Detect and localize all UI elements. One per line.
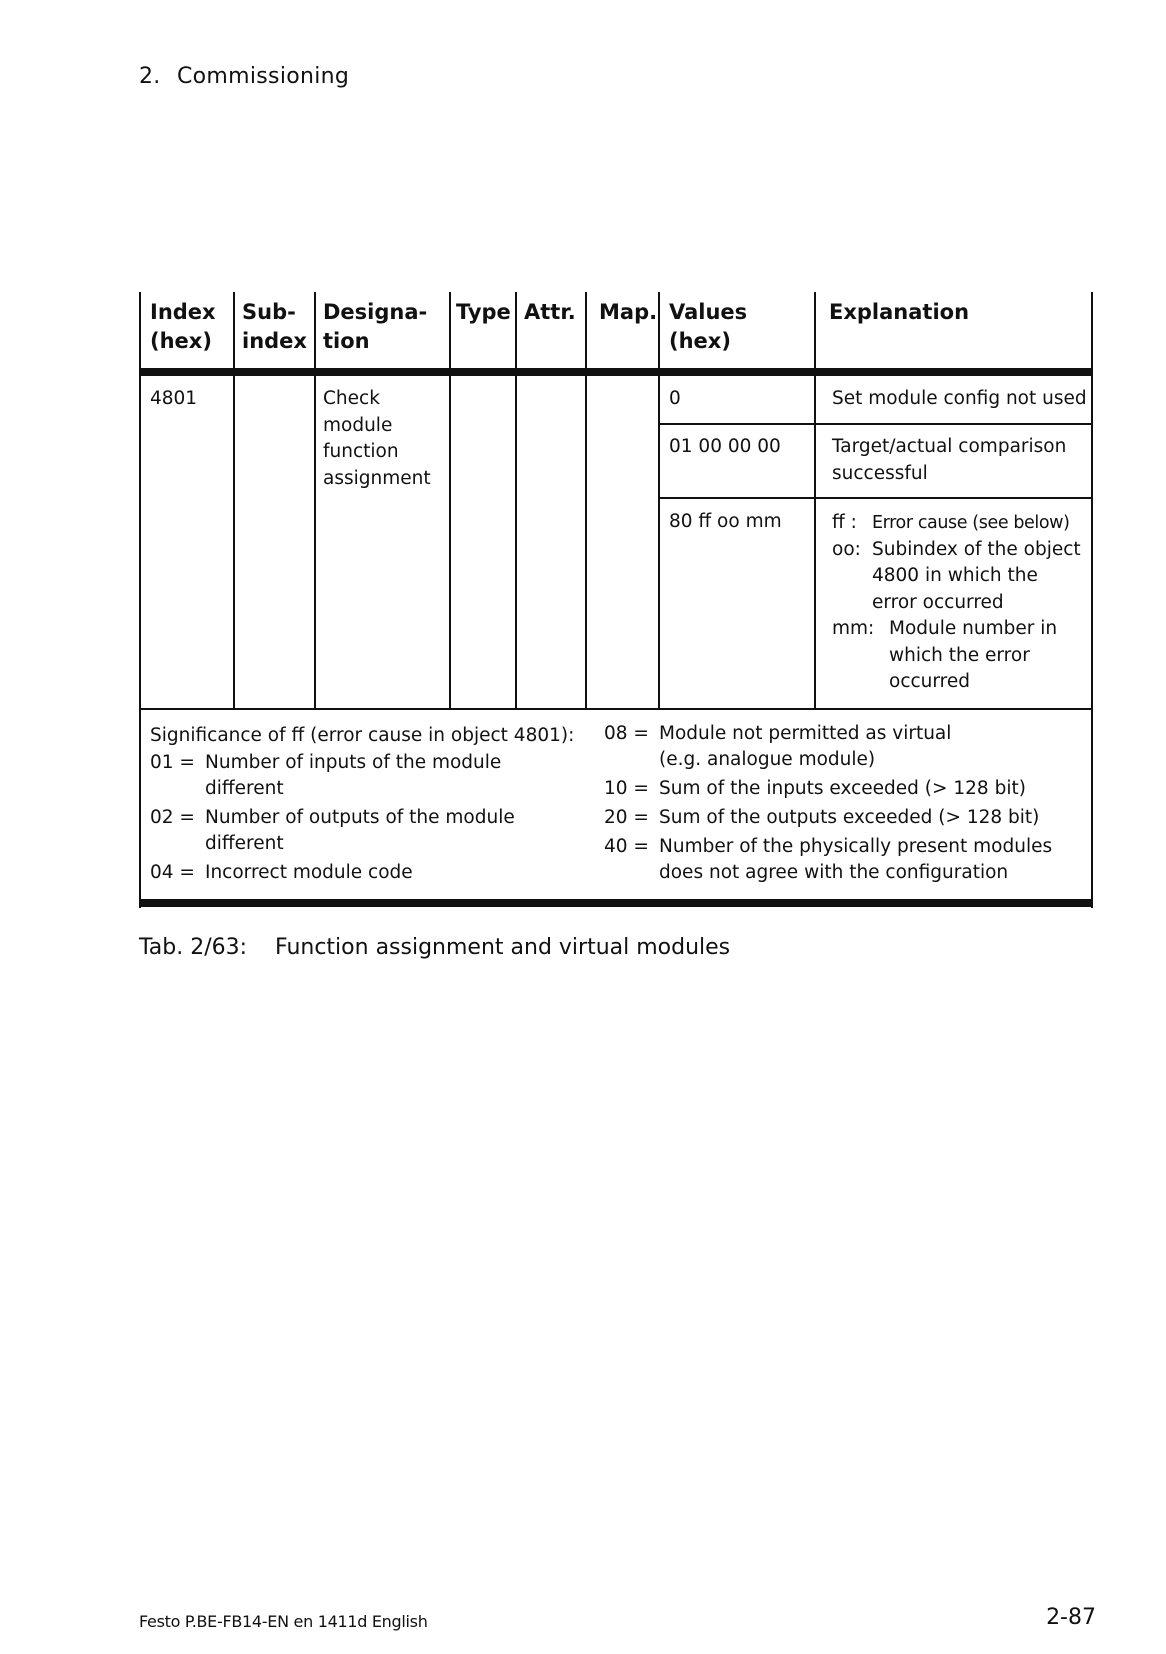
error-code: 10 = bbox=[604, 778, 649, 799]
significance-item bbox=[604, 776, 1084, 802]
explanation-line: error occurred bbox=[872, 591, 1004, 613]
cell-explanation: Set module config not used bbox=[832, 388, 1087, 409]
col-header-explanation: Explanation bbox=[829, 300, 970, 324]
description-line: Number of the physically present modules bbox=[659, 836, 1053, 857]
description-line: Number of inputs of the module bbox=[205, 752, 502, 773]
table-caption bbox=[139, 935, 730, 960]
cell-explanation-list bbox=[832, 510, 1087, 696]
significance-item bbox=[604, 721, 1084, 773]
col-header-attr: Attr. bbox=[524, 300, 576, 324]
col-divider bbox=[585, 292, 587, 709]
description-line: Sum of the outputs exceeded (> 128 bit) bbox=[659, 807, 1040, 828]
explanation-line: 4800 in which the bbox=[872, 565, 1038, 586]
explanation-item bbox=[832, 616, 1087, 696]
chapter-heading bbox=[139, 64, 349, 89]
significance-item bbox=[604, 805, 1084, 831]
header-line: Index bbox=[150, 300, 216, 324]
header-line: Values bbox=[669, 300, 748, 324]
error-code: 40 = bbox=[604, 836, 649, 857]
col-divider bbox=[233, 292, 235, 709]
error-description bbox=[659, 776, 1084, 802]
explanation-text bbox=[872, 510, 1087, 537]
significance-right-list bbox=[604, 721, 1084, 889]
cell-value: 01 00 00 00 bbox=[669, 436, 781, 457]
error-description bbox=[205, 860, 550, 886]
header-line: (hex) bbox=[669, 329, 731, 353]
error-description bbox=[659, 834, 1084, 886]
error-code: 04 = bbox=[150, 862, 195, 883]
error-code: 20 = bbox=[604, 807, 649, 828]
explanation-line: which the error bbox=[889, 644, 1030, 666]
error-description bbox=[205, 805, 550, 857]
object-table bbox=[139, 292, 1091, 908]
col-divider bbox=[658, 292, 660, 709]
col-header-values bbox=[669, 298, 747, 356]
header-line: Sub- bbox=[242, 300, 296, 324]
error-code: 02 = bbox=[150, 807, 195, 828]
caption-text: Function assignment and virtual modules bbox=[275, 935, 731, 960]
caption-label: Tab. 2/63: bbox=[139, 935, 248, 960]
cell-value: 80 ff oo mm bbox=[669, 511, 782, 532]
col-divider bbox=[515, 292, 517, 709]
col-divider bbox=[314, 292, 316, 709]
header-rule bbox=[139, 368, 1093, 376]
explanation-key: ff : bbox=[832, 512, 857, 533]
cell-explanation bbox=[832, 434, 1066, 487]
error-description bbox=[659, 721, 1084, 773]
description-line: Incorrect module code bbox=[205, 862, 413, 883]
description-line: does not agree with the configuration bbox=[659, 862, 1009, 883]
cell-index: 4801 bbox=[150, 388, 198, 409]
grid-bottom-rule bbox=[139, 708, 1093, 710]
explanation-line: Error cause (see below) bbox=[872, 513, 1070, 533]
description-line: different bbox=[205, 778, 284, 799]
header-line: tion bbox=[323, 329, 370, 353]
designation-line: assignment bbox=[323, 467, 431, 489]
col-divider bbox=[814, 292, 816, 709]
explanation-item bbox=[832, 510, 1087, 537]
error-code: 01 = bbox=[150, 752, 195, 773]
explanation-text bbox=[872, 537, 1087, 617]
col-header-map: Map. bbox=[599, 300, 658, 324]
chapter-title: Commissioning bbox=[177, 64, 350, 89]
explanation-line: occurred bbox=[889, 671, 970, 692]
value-row-divider bbox=[658, 423, 1093, 425]
table-border-left bbox=[139, 292, 141, 908]
significance-left-list bbox=[150, 750, 550, 889]
error-description bbox=[659, 805, 1084, 831]
header-line: Designa- bbox=[323, 300, 428, 324]
col-header-index bbox=[150, 298, 216, 356]
col-header-designation bbox=[323, 298, 427, 356]
description-line: different bbox=[205, 833, 284, 854]
description-line: Module not permitted as virtual bbox=[659, 723, 952, 744]
value-row-divider bbox=[658, 497, 1093, 499]
error-description bbox=[205, 750, 550, 802]
explanation-line: Target/actual comparison bbox=[832, 436, 1067, 457]
description-line: Number of outputs of the module bbox=[205, 807, 515, 828]
designation-line: module bbox=[323, 414, 393, 436]
chapter-number: 2. bbox=[139, 64, 161, 89]
table-border-right bbox=[1091, 292, 1093, 908]
footer-document-id: Festo P.BE-FB14-EN en 1411d English bbox=[139, 1612, 428, 1631]
col-divider bbox=[449, 292, 451, 709]
cell-designation bbox=[323, 386, 431, 492]
header-line: index bbox=[242, 329, 307, 353]
description-line: (e.g. analogue module) bbox=[659, 749, 876, 770]
significance-item bbox=[150, 750, 550, 802]
designation-line: function bbox=[323, 441, 399, 462]
explanation-key: oo: bbox=[832, 538, 861, 560]
explanation-text bbox=[889, 616, 1087, 696]
explanation-line: Module number in bbox=[889, 618, 1058, 639]
explanation-key: mm: bbox=[832, 618, 875, 639]
significance-item bbox=[150, 860, 550, 886]
col-header-type: Type bbox=[456, 300, 511, 324]
page-number: 2-87 bbox=[1046, 1605, 1096, 1630]
designation-line: Check bbox=[323, 388, 380, 409]
significance-item bbox=[150, 805, 550, 857]
explanation-item bbox=[832, 537, 1087, 617]
cell-value: 0 bbox=[669, 388, 681, 409]
significance-title: Significance of ff (error cause in object 4801): bbox=[150, 725, 575, 746]
significance-item bbox=[604, 834, 1084, 886]
header-line: (hex) bbox=[150, 329, 212, 353]
description-line: Sum of the inputs exceeded (> 128 bit) bbox=[659, 778, 1026, 799]
col-header-subindex bbox=[242, 298, 307, 356]
explanation-line: successful bbox=[832, 462, 928, 484]
error-code: 08 = bbox=[604, 723, 649, 744]
explanation-line: Subindex of the object bbox=[872, 538, 1081, 560]
table-bottom-rule bbox=[139, 899, 1093, 907]
